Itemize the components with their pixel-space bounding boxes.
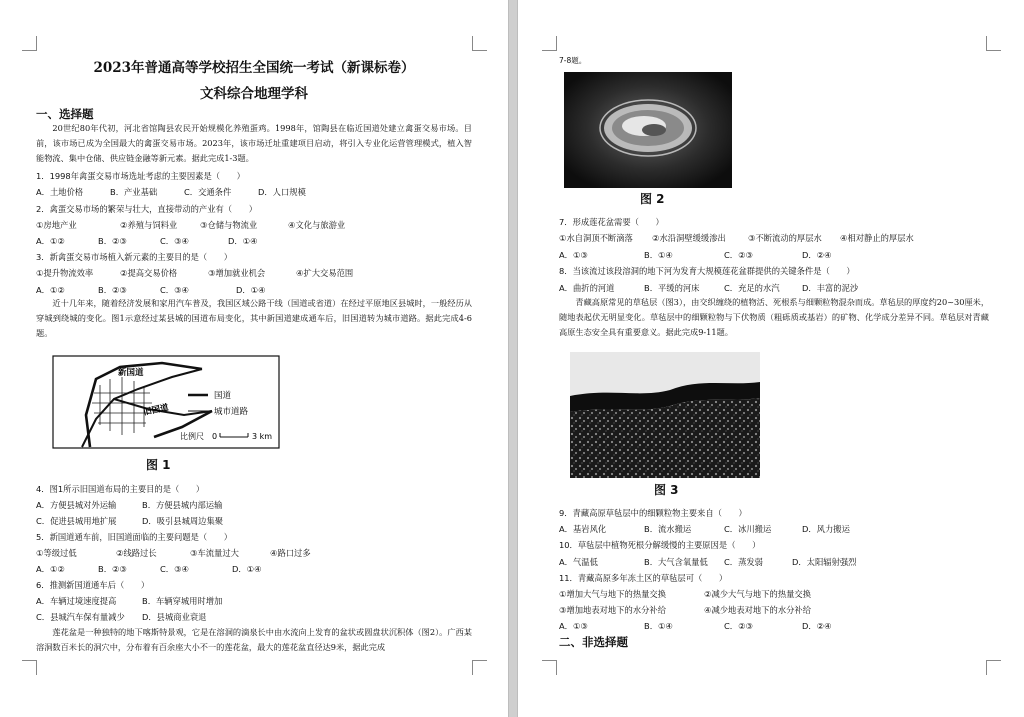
question-9: 9．青藏高原草毡层中的细颗粒物主要来自（ ） (559, 508, 747, 518)
legend-national-road: 国道 (214, 391, 232, 401)
q5-option-b: B．②③ (98, 564, 127, 574)
q5-item-2: ②线路过长 (116, 548, 157, 558)
q7-item-4: ④相对静止的厚层水 (840, 233, 914, 243)
q11-item-3: ③增加地表对地下的水分补给 (559, 605, 667, 615)
q5-option-d: D．①④ (232, 564, 262, 574)
q3-item-2: ②提高交易价格 (120, 268, 178, 278)
crop-mark (542, 660, 557, 675)
q2-item-3: ③仓储与物流业 (200, 220, 258, 230)
q2-option-d: D．①④ (228, 236, 258, 246)
section-choice-heading: 一、选择题 (36, 107, 94, 121)
q1-option-c: C．交通条件 (184, 187, 232, 197)
q8-option-d: D．丰富的泥沙 (802, 283, 859, 293)
q9-option-c: C．冰川搬运 (724, 524, 772, 534)
q11-item-2: ②减少大气与地下的热量交换 (704, 589, 812, 599)
question-2: 2．禽蛋交易市场的繁荣与壮大，直接带动的产业有（ ） (36, 204, 257, 214)
q11-option-c: C．②③ (724, 621, 753, 631)
q1-option-a: A．土地价格 (36, 187, 84, 197)
q3-option-b: B．②③ (98, 285, 127, 295)
q2-option-c: C．③④ (160, 236, 189, 246)
crop-mark (542, 36, 557, 51)
q7-item-3: ③不断流动的厚层水 (748, 233, 822, 243)
q3-item-1: ①提升物流效率 (36, 268, 94, 278)
q3-option-d: D．①④ (236, 285, 266, 295)
figure-1-caption: 图 1 (146, 458, 171, 472)
passage-1: 20世纪80年代初，河北省馆陶县农民开始规模化养殖蛋鸡。1998年，馆陶县在临近国道处建立禽蛋交易市场。目前，该市场已成为全国最大的禽蛋交易市场。2023年，该市场迁址重建项目启动，将引入专业化运营管理模式，植入智能物流、集中仓储、供应链金融等新元素。据此完成1-3题。 (36, 123, 472, 163)
q3-item-4: ④扩大交易范围 (296, 268, 354, 278)
q5-item-3: ③车流量过大 (190, 548, 239, 558)
underlying-gravel (570, 398, 760, 478)
q6-option-c: C．县城汽车保有量减少 (36, 612, 125, 622)
q5-option-a: A．①② (36, 564, 65, 574)
q10-option-d: D．太阳辐射强烈 (792, 557, 857, 567)
figure-1-road-map (52, 355, 292, 473)
crop-mark (22, 660, 37, 675)
legend-city-road: 城市道路 (214, 407, 249, 417)
q9-option-d: D．风力搬运 (802, 524, 850, 534)
figure-2-photo (564, 72, 732, 188)
crop-mark (22, 36, 37, 51)
label-old-road: 旧国道 (142, 402, 170, 418)
q7-item-1: ①水自洞顶不断滴落 (559, 233, 633, 243)
passage-2: 近十几年来，随着经济发展和家用汽车普及，我国区域公路干线（国道或省道）在经过平原地区县城时，一般经历从穿城到绕城的变化。图1示意经过某县城的国道布局变化，其中新国道建成通车后，旧国道转为城市道路。据此完成4-6题。 (36, 298, 472, 338)
scale-end: 3 km (252, 432, 273, 441)
q5-item-4: ④路口过多 (270, 548, 311, 558)
question-6: 6．推测新国道通车后（ ） (36, 580, 150, 590)
q1-option-b: B．产业基础 (110, 187, 158, 197)
q2-item-1: ①房地产业 (36, 220, 77, 230)
q2-option-b: B．②③ (98, 236, 127, 246)
question-10: 10．草毡层中植物死根分解缓慢的主要原因是（ ） (559, 540, 761, 550)
q4-option-d: D．吸引县城周边集聚 (142, 516, 224, 526)
q6-option-b: B．车辆穿城用时增加 (142, 596, 223, 606)
q11-option-b: B．①④ (644, 621, 673, 631)
q3-option-a: A．①② (36, 285, 65, 295)
crop-mark (472, 660, 487, 675)
question-11: 11．青藏高原多年冻土区的草毡层可（ ） (559, 573, 728, 583)
scale-label: 比例尺 (180, 432, 204, 441)
figure-3-caption: 图 3 (654, 483, 679, 497)
passage-4: 青藏高原常见的草毡层（图3），由交织缠绕的植物活、死根系与细颗粒物混杂而成。草毡层的厚度约20~30厘米，随地表起伏无明显变化。草毡层中的细颗粒物与下伏物质（粗砾质或基岩）的矿物、化学成分差异不同。草毡层对青藏高原生态安全具有重要意义。据此完成9-11题。 (559, 297, 990, 337)
q7-option-d: D．②④ (802, 250, 832, 260)
crop-mark (986, 660, 1001, 675)
q10-option-c: C．蒸发弱 (724, 557, 763, 567)
exam-title: 2023年普通高等学校招生全国统一考试（新课标卷） (93, 60, 415, 76)
crop-mark (472, 36, 487, 51)
left-page (0, 0, 508, 717)
question-4: 4．图1所示旧国道布局的主要目的是（ ） (36, 484, 205, 494)
label-new-road: 新国道 (118, 368, 144, 378)
q1-option-d: D．人口规模 (258, 187, 306, 197)
q11-item-4: ④减少地表对地下的水分补给 (704, 605, 812, 615)
q6-option-d: D．县城商业衰退 (142, 612, 207, 622)
q9-option-a: A．基岩风化 (559, 524, 607, 534)
q2-item-2: ②养殖与饲料业 (120, 220, 178, 230)
q2-item-4: ④文化与旅游业 (288, 220, 346, 230)
q4-option-a: A．方便县城对外运输 (36, 500, 117, 510)
q4-option-b: B．方便县城内部运输 (142, 500, 223, 510)
page-gutter (508, 0, 518, 717)
question-7: 7．形成莲花盆需要（ ） (559, 217, 664, 227)
q7-option-a: A．①③ (559, 250, 588, 260)
q3-option-c: C．③④ (160, 285, 189, 295)
q11-item-1: ①增加大气与地下的热量交换 (559, 589, 667, 599)
question-1: 1．1998年禽蛋交易市场选址考虑的主要因素是（ ） (36, 171, 245, 181)
q5-item-1: ①等级过低 (36, 548, 77, 558)
question-3: 3．新禽蛋交易市场植入新元素的主要目的是（ ） (36, 252, 233, 262)
crop-mark (986, 36, 1001, 51)
q10-option-b: B．大气含氧量低 (644, 557, 708, 567)
question-8: 8．当该流过该段溶洞的地下河为发育大规模莲花盆群提供的关键条件是（ ） (559, 266, 855, 276)
scale-start: 0 (212, 432, 218, 441)
map-frame (53, 356, 279, 448)
q10-option-a: A．气温低 (559, 557, 598, 567)
q8-option-c: C．充足的水汽 (724, 283, 780, 293)
q8-option-a: A．曲折的河道 (559, 283, 615, 293)
q6-option-a: A．车辆过境速度提高 (36, 596, 117, 606)
figure-2-caption: 图 2 (640, 192, 665, 206)
q7-option-b: B．①④ (644, 250, 673, 260)
q3-item-3: ③增加就业机会 (208, 268, 266, 278)
q8-option-b: B．平缓的河床 (644, 283, 700, 293)
section-nonchoice-heading: 二、非选择题 (559, 635, 628, 649)
continued-questions-note: 7-8题。 (559, 56, 587, 65)
q7-option-c: C．②③ (724, 250, 753, 260)
q4-option-c: C．促进县城用地扩展 (36, 516, 117, 526)
q5-option-c: C．③④ (160, 564, 189, 574)
question-5: 5．新国道通车前，旧国道面临的主要问题是（ ） (36, 532, 233, 542)
q7-item-2: ②水沿洞壁缓缓渗出 (652, 233, 726, 243)
q11-option-a: A．①③ (559, 621, 588, 631)
right-page (518, 0, 1024, 717)
passage-3: 莲花盆是一种独特的地下喀斯特景观，它是在溶洞的滴泉长中由水流向上发育的盆状或圆盘状沉积体（图2）。广西某溶洞数百米长的洞穴中，分布着有百余座大小不一的莲花盆，最大的莲花盆直径达9米，据此完成 (36, 627, 472, 652)
q2-option-a: A．①② (36, 236, 65, 246)
q9-option-b: B．流水搬运 (644, 524, 692, 534)
exam-subtitle: 文科综合地理学科 (200, 86, 308, 102)
q11-option-d: D．②④ (802, 621, 832, 631)
figure-3-photo (570, 352, 760, 478)
